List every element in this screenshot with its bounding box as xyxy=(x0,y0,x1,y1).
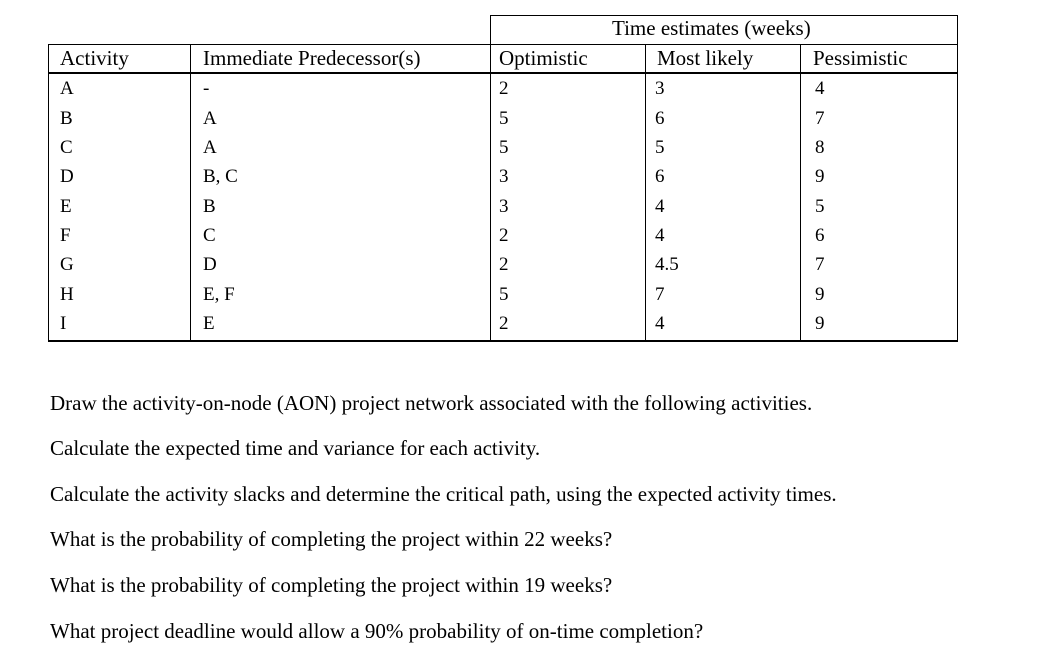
most-likely-cell: 4.5 xyxy=(655,254,679,275)
question-item: Calculate the expected time and variance for each activity. xyxy=(50,436,541,460)
predecessor-cell: B, C xyxy=(203,166,238,187)
predecessor-cell: D xyxy=(203,254,217,275)
pessimistic-cell: 9 xyxy=(815,284,825,305)
pessimistic-cell: 6 xyxy=(815,225,825,246)
pessimistic-cell: 9 xyxy=(815,166,825,187)
predecessor-cell: A xyxy=(203,137,217,158)
most-likely-cell: 7 xyxy=(655,284,665,305)
pessimistic-cell: 4 xyxy=(815,78,825,99)
optimistic-cell: 3 xyxy=(499,166,509,187)
predecessor-cell: E, F xyxy=(203,284,235,305)
table-border xyxy=(48,340,958,342)
activity-cell: B xyxy=(60,108,73,129)
activity-cell: F xyxy=(60,225,71,246)
most-likely-cell: 4 xyxy=(655,196,665,217)
pessimistic-cell: 5 xyxy=(815,196,825,217)
activity-cell: A xyxy=(60,78,74,99)
table-border xyxy=(48,44,49,341)
question-item: Draw the activity-on-node (AON) project network associated with the following activities. xyxy=(50,391,813,415)
table-border xyxy=(491,44,957,45)
most-likely-cell: 5 xyxy=(655,137,665,158)
table-border xyxy=(190,44,191,341)
table-border xyxy=(645,44,646,341)
table-border xyxy=(490,15,491,341)
most-likely-cell: 4 xyxy=(655,225,665,246)
activity-cell: D xyxy=(60,166,74,187)
activity-cell: I xyxy=(60,313,67,334)
pessimistic-cell: 7 xyxy=(815,254,825,275)
question-item: What is the probability of completing the project within 19 weeks? xyxy=(50,573,613,597)
optimistic-cell: 5 xyxy=(499,108,509,129)
question-item: Calculate the activity slacks and determine the critical path, using the expected activity times. xyxy=(50,482,837,506)
time-estimates-header: Time estimates (weeks) xyxy=(612,16,811,40)
optimistic-cell: 2 xyxy=(499,313,509,334)
activity-cell: H xyxy=(60,284,74,305)
most-likely-cell: 4 xyxy=(655,313,665,334)
most-likely-cell: 6 xyxy=(655,108,665,129)
table-border xyxy=(48,44,491,45)
question-item: What project deadline would allow a 90% probability of on-time completion? xyxy=(50,619,704,643)
optimistic-cell: 2 xyxy=(499,225,509,246)
most-likely-cell: 3 xyxy=(655,78,665,99)
question-item: What is the probability of completing the project within 22 weeks? xyxy=(50,527,613,551)
activity-cell: G xyxy=(60,254,74,275)
optimistic-cell: 3 xyxy=(499,196,509,217)
activity-header: Activity xyxy=(60,46,129,70)
pessimistic-header: Pessimistic xyxy=(813,46,908,70)
table-border xyxy=(800,44,801,341)
predecessor-cell: - xyxy=(203,78,210,99)
pessimistic-cell: 8 xyxy=(815,137,825,158)
pessimistic-cell: 9 xyxy=(815,313,825,334)
predecessor-cell: C xyxy=(203,225,216,246)
pessimistic-cell: 7 xyxy=(815,108,825,129)
optimistic-cell: 2 xyxy=(499,254,509,275)
predecessor-header: Immediate Predecessor(s) xyxy=(203,46,421,70)
predecessor-cell: A xyxy=(203,108,217,129)
optimistic-cell: 5 xyxy=(499,284,509,305)
optimistic-cell: 5 xyxy=(499,137,509,158)
most-likely-header: Most likely xyxy=(657,46,754,70)
predecessor-cell: B xyxy=(203,196,216,217)
table-border xyxy=(48,72,957,74)
optimistic-header: Optimistic xyxy=(499,46,588,70)
optimistic-cell: 2 xyxy=(499,78,509,99)
predecessor-cell: E xyxy=(203,313,215,334)
activity-cell: C xyxy=(60,137,73,158)
table-border xyxy=(957,15,958,341)
activity-cell: E xyxy=(60,196,72,217)
most-likely-cell: 6 xyxy=(655,166,665,187)
